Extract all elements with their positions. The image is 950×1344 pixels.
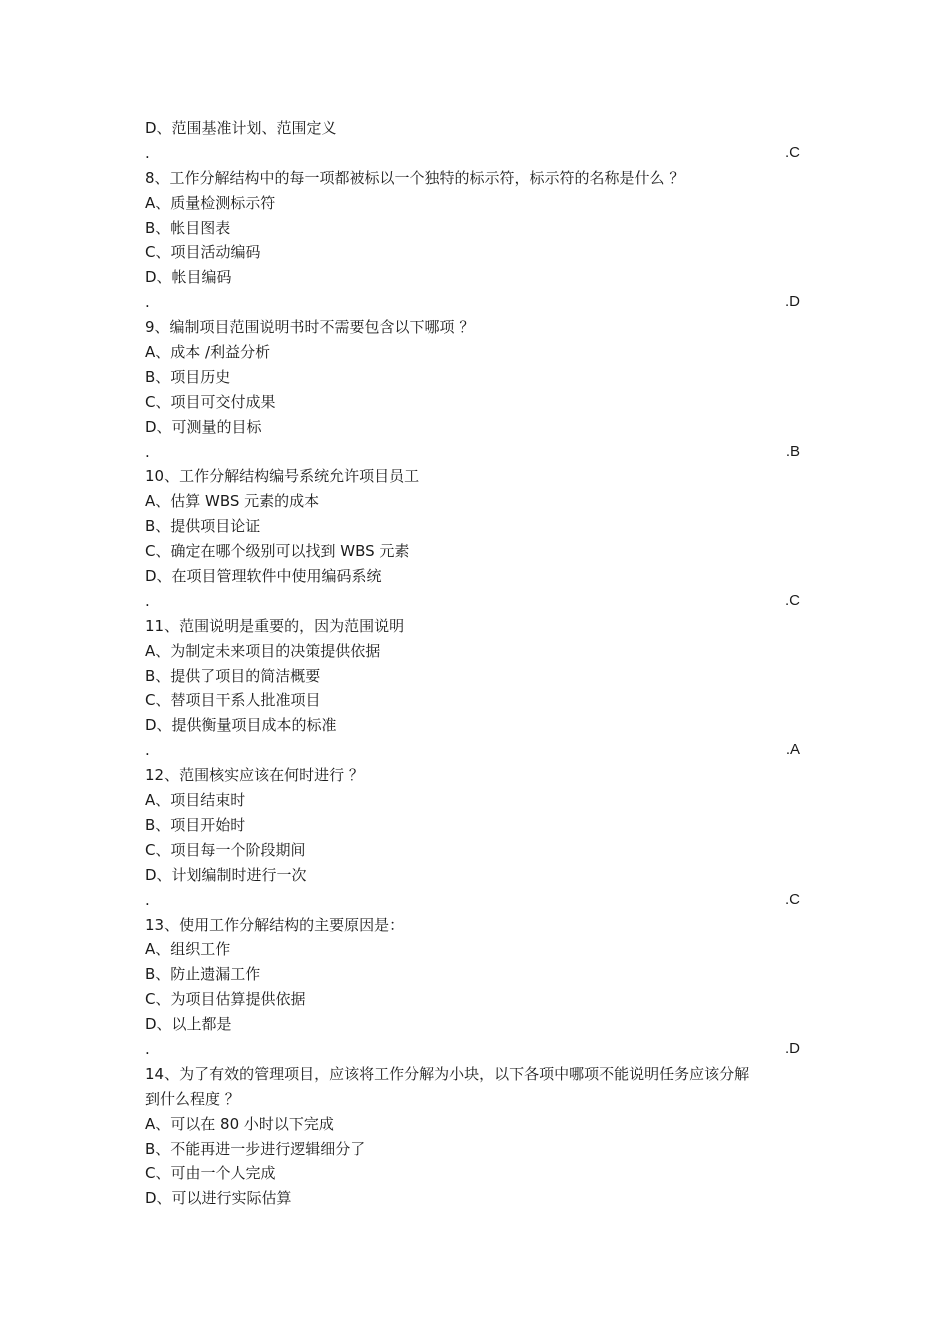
answer-key: .C — [785, 591, 800, 609]
question-text: 8、工作分解结构中的每一项都被标以一个独特的标示符，标示符的名称是什么 ？ — [145, 168, 685, 187]
answer-dot: . — [145, 890, 150, 909]
question-text: 14、为了有效的管理项目，应该将工作分解为小块，以下各项中哪项不能说明任务应该分解 — [145, 1064, 750, 1083]
answer-key: .B — [785, 442, 800, 460]
question-text: 11、范围说明是重要的，因为范围说明 — [145, 616, 405, 635]
option-text: C、确定在哪个级别可以找到 WBS 元素 — [145, 542, 410, 561]
option-text: C、项目可交付成果 — [145, 392, 276, 411]
answer-key: .A — [785, 741, 800, 759]
option-text: B、不能再进一步进行逻辑细分了 — [145, 1139, 366, 1158]
question-text: 到什么程度 ？ — [145, 1089, 240, 1108]
option-text: B、帐目图表 — [145, 218, 231, 237]
option-text: A、为制定未来项目的决策提供依据 — [145, 641, 381, 660]
option-text: B、项目开始时 — [145, 815, 246, 834]
answer-dot: . — [145, 741, 150, 760]
option-text: D、帐目编码 — [145, 268, 232, 287]
document-page — [145, 116, 810, 1211]
option-text: A、成本 /利益分析 — [145, 343, 271, 362]
question-text: 9、编制项目范围说明书时不需要包含以下哪项 ？ — [145, 318, 475, 337]
answer-line — [145, 290, 810, 315]
option-text: A、组织工作 — [145, 940, 231, 959]
option-text: B、提供项目论证 — [145, 517, 261, 536]
answer-line — [145, 141, 810, 166]
option-text: D、在项目管理软件中使用编码系统 — [145, 567, 382, 586]
option-text: D、可以进行实际估算 — [145, 1189, 292, 1208]
option-text: B、提供了项目的简洁概要 — [145, 666, 321, 685]
option-text: B、防止遗漏工作 — [145, 965, 261, 984]
answer-line — [145, 1037, 810, 1062]
question-text: 12、范围核实应该在何时进行 ？ — [145, 766, 364, 785]
option-text: B、项目历史 — [145, 367, 231, 386]
option-text: D、可测量的目标 — [145, 417, 262, 436]
answer-dot: . — [145, 442, 150, 461]
answer-dot: . — [145, 1039, 150, 1058]
answer-dot: . — [145, 143, 150, 162]
option-text: D、提供衡量项目成本的标准 — [145, 716, 337, 735]
option-text: A、估算 WBS 元素的成本 — [145, 492, 320, 511]
option-text: D、以上都是 — [145, 1015, 232, 1034]
answer-dot: . — [145, 591, 150, 610]
answer-key: .D — [785, 1039, 800, 1057]
option-text: D、范围基准计划、范围定义 — [145, 119, 337, 137]
answer-key: .C — [785, 143, 800, 161]
option-text: A、项目结束时 — [145, 791, 246, 810]
option-text: C、可由一个人完成 — [145, 1164, 276, 1183]
answer-line — [145, 440, 810, 465]
option-text: A、质量检测标示符 — [145, 193, 276, 212]
question-text: 13、使用工作分解结构的主要原因是： — [145, 915, 405, 934]
answer-line — [145, 738, 810, 763]
question-text: 10、工作分解结构编号系统允许项目员工 — [145, 467, 420, 486]
option-text: D、计划编制时进行一次 — [145, 865, 307, 884]
answer-line — [145, 888, 810, 913]
answer-line — [145, 589, 810, 614]
option-text: C、项目每一个阶段期间 — [145, 840, 306, 859]
option-text: C、替项目干系人批准项目 — [145, 691, 321, 710]
answer-key: .D — [785, 293, 800, 311]
option-text: C、为项目估算提供依据 — [145, 990, 306, 1009]
answer-key: .C — [785, 890, 800, 908]
option-text: A、可以在 80 小时以下完成 — [145, 1114, 334, 1133]
option-text: C、项目活动编码 — [145, 243, 261, 262]
answer-dot: . — [145, 293, 150, 312]
